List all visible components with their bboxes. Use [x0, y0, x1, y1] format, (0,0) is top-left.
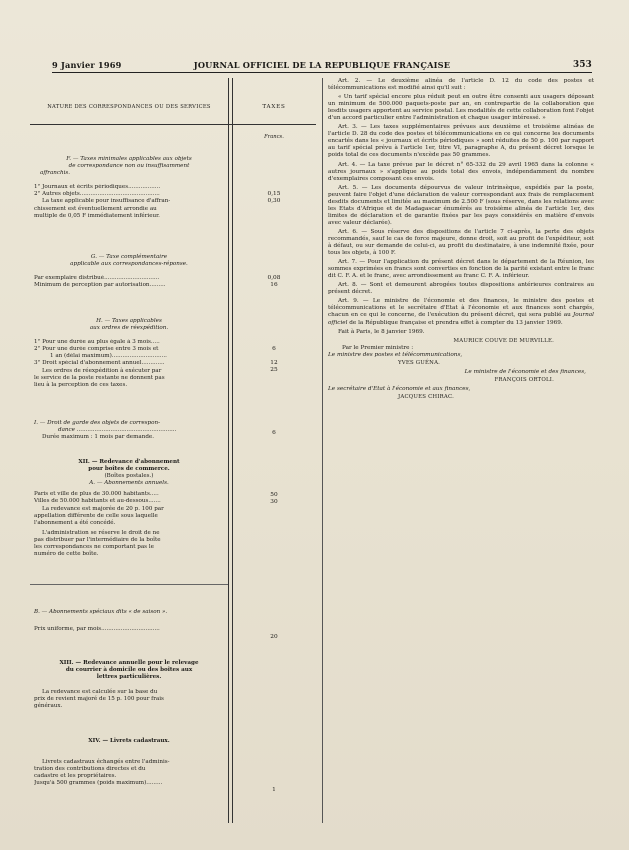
- section-xii-note-2: appellation différente de celle sous laquelle: [34, 512, 158, 519]
- section-f-note: La taxe applicable pour insuffisance d'affran-: [42, 198, 171, 205]
- section-xiii-title: XIII. — Redevance annuelle pour le relevage: [59, 660, 199, 666]
- header-journal-title: JOURNAL OFFICIEL DE LA REPUBLIQUE FRANÇAISE: [193, 60, 451, 70]
- section-xiv-note: Livrets cadastraux échangés entre l'adminis-: [42, 759, 170, 766]
- minister-postes-title: Le ministre des postes et télécommunications,: [328, 351, 463, 358]
- section-xii-amount-1: 50: [270, 492, 278, 498]
- section-xii-title-3: (Boîtes postales.): [104, 473, 154, 480]
- signature-prime-minister: MAURICE COUVE DE MURVILLE.: [453, 337, 554, 344]
- tariff-table: [30, 78, 316, 823]
- section-xii-note-5: pas distribuer par l'intermédiaire de la boîte: [34, 536, 161, 543]
- section-f-note-2: chissement est éventuellement arrondie au: [34, 205, 157, 212]
- section-xii-sub-a: A. — Abonnements annuels.: [89, 480, 169, 487]
- section-h-item-2b: 1 an (délai maximum)...............................: [50, 353, 167, 360]
- section-xii-title-2: pour boîtes de commerce.: [88, 466, 170, 473]
- minister-eco-title: Le ministre de l'économie et des finances,: [464, 368, 586, 375]
- section-xiv-amount-1: 1: [272, 787, 276, 793]
- section-g-amount-1: 0,08: [267, 275, 281, 281]
- header-page-number: 353: [573, 60, 592, 70]
- article-2: Art. 2. — Le deuxième alinéa de l'article D. 12 du code des postes et télécommunications est modifié ainsi qu'il suit :: [328, 78, 594, 92]
- section-xiv-note-3: cadastre et les propriétaires.: [34, 773, 117, 780]
- articles-column: [328, 78, 594, 401]
- header-rule: [52, 72, 592, 73]
- section-xiii-note-3: généraux.: [34, 703, 63, 710]
- section-xii-note-4: L'administration se réserve le droit de ne: [42, 529, 160, 536]
- section-xiii-title-3: lettres particulières.: [96, 674, 162, 681]
- section-h-item-3: 3° Droit spécial d'abonnement annuel.............: [34, 360, 165, 367]
- section-h-amount-2: 12: [270, 360, 278, 366]
- article-9-journal: Journal officiel: [328, 312, 594, 326]
- section-xiv-title: XIV. — Livrets cadastraux.: [88, 738, 170, 744]
- article-2-quote: « Un tarif spécial encore plus réduit peut en outre être consenti aux usagers déposant un minimum de 500.000 paquets-poste par an, en contrepartie de la collaboration que lesdits usagers apportent au service postal. Les modalités de cette collaboration font l'objet d'un accord particulier entre l'administration et chaque usager intéressé. »: [328, 94, 594, 122]
- section-h-note: Les ordres de réexpédition à exécuter par: [42, 367, 162, 374]
- section-h-note-3: lieu à la perception de ces taxes.: [34, 381, 128, 388]
- section-f-item-1: 1° Journaux et écrits périodiques..................: [34, 184, 161, 191]
- section-f-title-2: de correspondance non ou insuffisamment: [68, 163, 190, 170]
- column-header-taxes: TAXES: [262, 104, 286, 110]
- by-prime-minister: Par le Premier ministre :: [342, 344, 414, 351]
- section-f-note-3: multiple de 0,05 F immédiatement inférieur.: [34, 212, 160, 219]
- article-9: [328, 298, 594, 326]
- table-divider-double: [232, 78, 233, 823]
- section-f-amount-1: 0,15: [267, 191, 281, 197]
- section-h: [34, 318, 224, 389]
- section-xii-sub-b: B. — Abonnements spéciaux dits « de saison ».: [34, 609, 168, 615]
- section-h-note-2: le service de la poste restante ne donnent pas: [34, 374, 165, 381]
- section-xii-note-6: les correspondances ne comportant pas le: [34, 544, 154, 551]
- tariff-table-column: [30, 78, 316, 823]
- column-header-nature: NATURE DES CORRESPONDANCES OU DES SERVICES: [47, 104, 211, 110]
- minister-postes-name: YVES GUÉNA.: [398, 359, 441, 366]
- section-i: [34, 420, 224, 441]
- secretary-title: Le secrétaire d'Etat à l'économie et aux finances,: [328, 385, 471, 392]
- section-g-title-2: applicable aux correspondances-réponse.: [70, 261, 188, 268]
- section-h-amount-3: 25: [270, 367, 278, 373]
- section-xii-amount-3: 20: [270, 634, 278, 640]
- section-f-amount-2: 0,30: [267, 198, 281, 204]
- header-date: 9 Janvier 1969: [52, 60, 122, 70]
- section-g-title: G. — Taxe complémentaire: [90, 254, 168, 260]
- section-xiv: [34, 738, 224, 787]
- article-9-text: Art. 9. — Le ministre de l'économie et des finances, le ministre des postes et télécommunications et le secrétaire d'Etat à l'économie et aux finances sont chargés, chacun en ce qui le concerne, de l'exécution du présent décret, qui sera publié au: [328, 298, 594, 319]
- section-xiv-item-1: Jusqu'à 500 grammes (poids maximum).........: [34, 780, 163, 787]
- article-6: Art. 6. — Sous réserve des dispositions de l'article 7 ci-après, la perte des objets recommandés, sauf le cas de force majeure, donne droit, soit au profit de l'expéditeur, soit à défaut, ou sur demande de celui-ci, au profit du destinataire, à une indemnité fixée, pour tous les objets, à 100 F.: [328, 228, 594, 257]
- section-f: [34, 156, 224, 220]
- secretary-name: JACQUES CHIRAC.: [398, 393, 455, 400]
- article-5: Art. 5. — Les documents dépourvus de valeur intrinsèque, expédiés par la poste, peuvent faire l'objet d'une déclaration de valeur correspondant aux frais de remplacement desdits documents et limitée au maximum de 2.500 F (sous réserve, dans les relations avec les Etats d'Afrique et de Madagascar énumérés au troisième alinéa de l'article 1er, des limites de déclaration et de garantie fixées par les pays considérés en matière d'envois avec valeur déclarée).: [328, 184, 594, 226]
- section-xii-title: XII. — Redevance d'abonnement: [78, 459, 180, 465]
- section-i-title: I. — Droit de garde des objets de correspon-: [34, 420, 160, 426]
- section-xii-b: [34, 609, 224, 633]
- section-xii-item-2: Villes de 50.000 habitants et au-dessous.......: [34, 498, 161, 505]
- section-xii-item-1: Paris et ville de plus de 30.000 habitants.....: [34, 491, 159, 498]
- section-g-item-1: Par exemplaire distribué...............................: [34, 275, 160, 282]
- section-separator: [30, 584, 228, 585]
- section-f-title: F. — Taxes minimales applicables aux objets: [66, 156, 192, 162]
- section-i-note: Durée maximum : 1 mois par demande.: [42, 434, 155, 441]
- section-xiii-title-2: du courrier à domicile ou des boîtes aux: [65, 667, 193, 674]
- section-xiii-note: La redevance est calculée sur la base du: [42, 689, 158, 696]
- section-xii-item-3: Prix uniforme, par mois.................................: [34, 626, 160, 633]
- minister-eco-name: FRANÇOIS ORTOLI.: [494, 376, 554, 383]
- section-f-title-3: affranchis.: [40, 170, 71, 177]
- section-h-title: H. — Taxes applicables: [96, 318, 162, 324]
- unit-label: Francs.: [264, 134, 284, 140]
- section-f-item-2: 2° Autres objets.............................................: [34, 191, 160, 198]
- section-g-amount-2: 16: [270, 282, 278, 288]
- section-h-amount-1: 6: [272, 346, 276, 352]
- table-divider: [228, 78, 229, 823]
- article-9-text-end: de la République française et prendra effet à compter du 13 janvier 1969.: [347, 319, 563, 326]
- table-header-row: [30, 78, 316, 125]
- section-h-item-2: 2° Pour une durée comprise entre 3 mois et: [34, 346, 159, 353]
- section-g-item-2: Minimum de perception par autorisation.........: [34, 282, 166, 289]
- section-xii: [34, 459, 224, 558]
- done-at-paris: Fait à Paris, le 8 janvier 1969.: [338, 328, 425, 335]
- section-xiii: [34, 660, 224, 711]
- section-i-amount-1: 6: [272, 430, 276, 436]
- section-xii-note-7: numéro de cette boîte.: [34, 551, 99, 558]
- section-xiii-note-2: prix de revient majoré de 15 p. 100 pour frais: [34, 696, 164, 703]
- section-xiv-note-2: tration des contributions directes et du: [34, 766, 146, 773]
- section-xii-note-3: l'abonnement a été concédé.: [34, 519, 116, 526]
- article-7: Art. 7. — Pour l'application du présent décret dans le département de la Réunion, les sommes exprimées en francs sont converties en fonction de la parité existant entre le franc dit C. F. A. et le franc, avec arrondissement au franc C. F. A. inférieur.: [328, 259, 594, 280]
- section-i-title-2: dance ........................................................: [58, 427, 177, 434]
- article-4: Art. 4. — La taxe prévue par le décret n° 65-332 du 29 avril 1965 dans la colonne « autres journaux » s'applique au poids total des envois, indépendamment du nombre d'exemplaires composant ces envois.: [328, 161, 594, 182]
- article-3: Art. 3. — Les taxes supplémentaires prévues aux deuxième et troisième alinéas de l'article D. 28 du code des postes et télécommunications en ce qui concerne les documents encartés dans les « journaux et écrits périodiques » sont réduites de 50 p. 100 par rapport au tarif spécial prévu à l'article 1er, titre VI, paragraphe A, du présent décret lorsque le poids total de ces documents n'excède pas 50 grammes.: [328, 124, 594, 159]
- section-xii-note: La redevance est majorée de 20 p. 100 par: [42, 505, 164, 512]
- section-h-title-2: aux ordres de réexpédition.: [89, 325, 169, 332]
- section-g: [34, 254, 224, 289]
- article-8: Art. 8. — Sont et demeurent abrogées toutes dispositions antérieures contraires au présent décret.: [328, 282, 594, 296]
- column-divider: [322, 78, 323, 823]
- section-xii-amount-2: 30: [270, 499, 278, 505]
- section-h-item-1: 1° Pour une durée au plus égale à 3 mois.....: [34, 339, 160, 346]
